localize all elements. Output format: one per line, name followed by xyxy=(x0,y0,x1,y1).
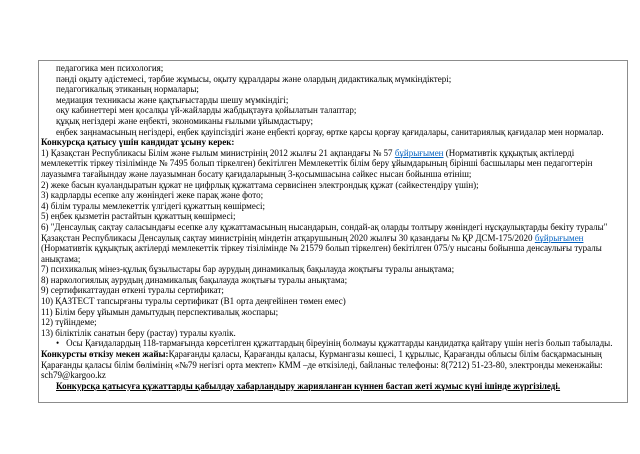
item-1-text-before-link: 1) Қазақстан Республикасы Білім және ғылым министрінің 2012 жылғы 21 ақпандағы № 57 xyxy=(41,147,395,158)
intro-line-5: оқу кабинеттері мен қосалқы үй-жайларды жабдықтауға қойылатын талаптар; xyxy=(56,105,357,116)
item-6-text-after-link: (Нормативтік құқықтық актілерді мемлекеттік тіркеу тізілімінде № 21579 болып тіркелген) бекітілген 075/у нысаны бойынша денсаулығы туралы анықтама; xyxy=(41,243,602,264)
venue-label: Конкурсты өткізу мекен жайы: xyxy=(41,349,169,360)
requirement-item-5: 5) еңбек қызметін растайтын құжаттың көшірмесі; xyxy=(41,211,236,222)
intro-line-1: педагогика мен психология; xyxy=(56,63,164,73)
requirements-heading: Конкурсқа қатысу үшін кандидат ұсыну керек: xyxy=(41,137,235,148)
deadline-notice: Конкурсқа қатысуға құжаттарды қабылдау хабарландыру жарияланған күннен бастап жеті жұмыс күні ішінде жүргізіледі. xyxy=(56,380,561,391)
document-frame xyxy=(38,60,628,403)
requirement-item-6 xyxy=(41,222,621,264)
item-6-text-before-link: 6) "Денсаулық сақтау саласындағы есепке алу құжаттамасының нысандарын, сондай-ақ оларды толтыру жөніндегі нұсқаулықтарды бекіту туралы" Қазақстан Республикасы Денсаулық сақтау министрінің міндетін атқарушының 2020 жылғы 30 қазандағы № ҚР ДСМ-175/2020 xyxy=(41,221,608,243)
bullet-icon: • xyxy=(56,338,60,349)
order-dsm-175-link[interactable]: бұйрығымен xyxy=(534,232,584,243)
requirement-item-10: 10) ҚАЗТЕСТ тапсырғаны туралы сертификат (В1 орта деңгейінен төмен емес) xyxy=(41,296,346,307)
requirement-item-4: 4) білім туралы мемлекеттік үлгідегі құжаттың көшірмесі; xyxy=(41,200,266,211)
order-57-link[interactable]: бұйрығымен xyxy=(394,147,444,158)
requirement-item-7: 7) психикалық мінез-құлық бұзылыстары бар аурудың динамикалық бақылауда жоқтығы туралы анықтама; xyxy=(41,264,455,275)
intro-line-4: медиация техникасы және қақтығыстарды шешу мүмкіндігі; xyxy=(56,94,289,105)
intro-line-6: құқық негіздері және еңбекті, экономиканы ғылыми ұйымдастыру; xyxy=(56,115,314,126)
requirement-item-13: 13) біліктілік санатын беру (растау) туралы куәлік. xyxy=(41,327,236,338)
requirement-item-2: 2) жеке басын куәландыратын құжат не цифрлық құжаттама сервисінен электрондық құжат (сәйкестендіру үшін); xyxy=(41,179,479,190)
venue-paragraph xyxy=(41,349,621,381)
missing-documents-note xyxy=(41,338,621,349)
item-1-text-after-link: (Нормативтік құқықтық актілерді мемлекеттік тіркеу тізілімінде № 7495 болып тіркелген) бекітілген Мемлекеттік білім беру ұйымдарының бірінші басшылары мен педагогтерін лауазымға тағайындау және лауазымнан босату қағидаларының 3-қосымшасына сәйкес нысан бойынша өтініш; xyxy=(41,147,593,179)
requirement-item-9: 9) сертификаттаудан өткені туралы сертификат; xyxy=(41,285,224,296)
note-text: Осы Қағидалардың 118-тармағында көрсетілген құжаттардың біреуінің болмауы құжаттарды кандидатқа қайтару үшін негіз болып табылады. xyxy=(66,338,613,349)
requirement-item-1 xyxy=(41,148,621,180)
requirement-item-12: 12) түйіндеме; xyxy=(41,317,97,328)
intro-line-7: еңбек заңнамасының негіздері, еңбек қауіпсіздігі және еңбекті қорғау, өртке қарсы қорғау қағидалары, санитариялық қағидалар мен нормалар. xyxy=(56,126,604,137)
requirement-item-11: 11) Білім беру ұйымын дамытудың перспективалық жоспары; xyxy=(41,306,279,317)
venue-text: Қарағанды қаласы, Қарағанды қаласы, Курмангазы көшесі, 1 құрылыс, Қарағанды облысы білім басқармасының Қарағанды қаласы білім бөлімінің «№79 негізгі орта мектеп» КММ –де өткізіледі, байланыс телефоны: 8(7212) 51-23-80, электронды мекенжайы: sch79@kargoo.kz xyxy=(41,349,603,381)
intro-line-2: пәнді оқыту әдістемесі, тәрбие жұмысы, оқыту құралдары және олардың дидактикалық мүмкіндіктері; xyxy=(56,73,452,84)
intro-line-3: педагогикалық этиканың нормалары; xyxy=(56,84,199,95)
requirement-item-3: 3) кадрларды есепке алу жөніндегі жеке парақ және фото; xyxy=(41,190,264,201)
requirement-item-8: 8) наркологиялық аурудың динамикалық бақылауда жоқтығы туралы анықтама; xyxy=(41,274,348,285)
